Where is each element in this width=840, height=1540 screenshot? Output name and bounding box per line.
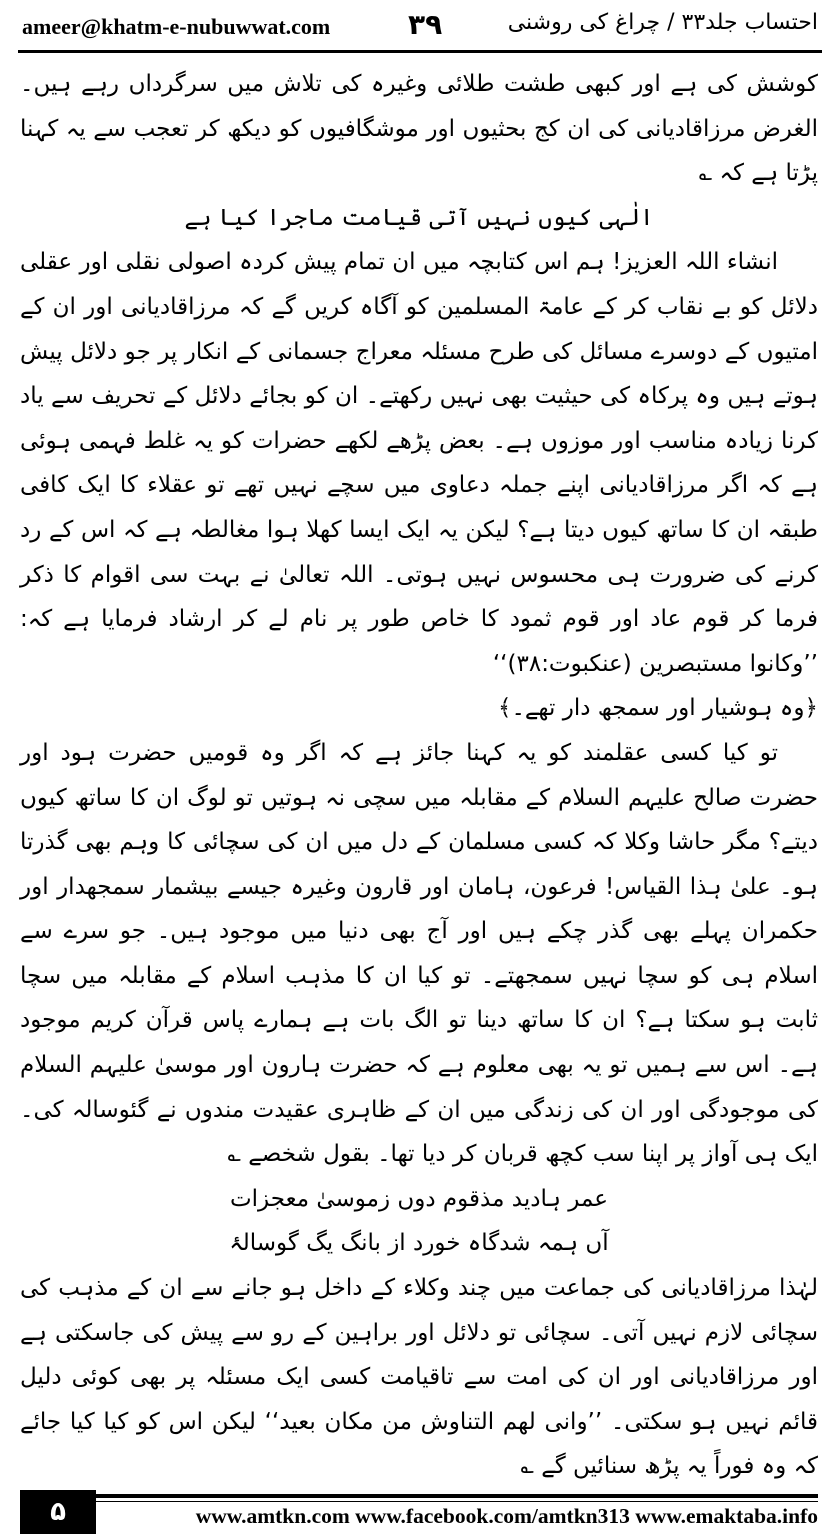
header-email: ameer@khatm-e-nubuwwat.com <box>22 14 331 39</box>
persian-couplet-line-1: عمر ہادید مذقوم دوں زموسیٰ معجزات <box>230 1185 608 1212</box>
footer-thin-rule <box>96 1501 818 1502</box>
section-number: ۵ <box>20 1490 96 1534</box>
page-footer <box>20 1490 818 1534</box>
footer-urls: www.amtkn.com www.facebook.com/amtkn313 www.emaktaba.info <box>195 1504 818 1528</box>
page-number: ۳۹ <box>408 8 443 41</box>
header-divider <box>18 50 822 53</box>
paragraph-argument: تو کیا کسی عقلمند کو یہ کہنا جائز ہے کہ اگر وہ قومیں حضرت ہود اور حضرت صالح علیہم السلام کے مقابلہ میں سچی نہ ہوتیں تو لوگ ان کا ساتھ کیوں دیتے؟ مگر حاشا وکلا کہ کسی مسلمان کے دل میں ان کی سچائی کا وہم بھی گذرتا ہو۔ علیٰ ہذا القیاس! فرعون، ہامان اور قارون وغیرہ جیسے بیشمار سمجھدار اور حکمران پہلے بھی گذر چکے ہیں اور آج بھی دنیا میں موجود ہیں۔ جو سرے سے اسلام ہی کو سچا نہیں سمجھتے۔ تو کیا ان کا مذہب اسلام کے مقابلہ میں سچا ثابت ہو سکتا ہے؟ ان کا ساتھ دینا تو الگ بات ہے ہمارے پاس قرآن کریم موجود ہے۔ اس سے ہمیں تو یہ بھی معلوم ہے کہ حضرت ہارون اور موسیٰ علیہم السلام کی موجودگی اور ان کی زندگی میں ان کے ظاہری عقیدت مندوں نے گئوسالہ کی۔ ایک ہی آواز پر اپنا سب کچھ قربان کر دیا تھا۔ بقول شخصے ؎ <box>20 739 818 1168</box>
book-title: احتساب جلد۳۳ / چراغ کی روشنی <box>507 10 818 35</box>
quran-translation: ﴿وہ ہوشیار اور سمجھ دار تھے۔﴾ <box>497 695 818 722</box>
page-body <box>20 62 818 1489</box>
footer-thick-rule <box>96 1494 818 1498</box>
page-header <box>18 8 822 46</box>
verse-line-1: الٰہی کیوں نہیں آتی قیامت ماجرا کیا ہے <box>184 204 654 231</box>
paragraph-intro: کوشش کی ہے اور کبھی طشت طلائی وغیرہ کی تلاش میں سرگرداں رہے ہیں۔ الغرض مرزاقادیانی کی ان کج بحثیوں اور موشگافیوں کو دیکھ کر تعجب سے یہ کہنا پڑتا ہے کہ ؎ <box>20 71 818 187</box>
persian-couplet-line-2: آں ہمہ شدگاہ خورد از بانگ یگ گوسالۂ <box>229 1230 609 1257</box>
paragraph-main: انشاء اللہ العزیز! ہم اس کتابچہ میں ان تمام پیش کردہ اصولی نقلی اور عقلی دلائل کو بے نقاب کر کے عامۃ المسلمین کو آگاہ کریں گے کہ مرزاقادیانی اور ان کے امتیوں کے دوسرے مسائل کی طرح مسئلہ معراج جسمانی کے انکار پر جو دلائل پیش ہوتے ہیں وہ پرکاہ کی حیثیت بھی نہیں رکھتے۔ ان کو بجائے دلائل کے تحریف سے یاد کرنا زیادہ مناسب اور موزوں ہے۔ بعض پڑھے لکھے حضرات کو یہ غلط فہمی ہوئی ہے کہ اگر مرزاقادیانی اپنے جملہ دعاوی میں سچے نہیں تھے تو عقلاء کا ایک کافی طبقہ ان کا ساتھ کیوں دیتا ہے؟ لیکن یہ ایک ایسا کھلا ہوا مغالطہ ہے کہ اس کے رد کرنے کی ضرورت ہی محسوس نہیں ہوتی۔ اللہ تعالیٰ نے بہت سی اقوام کا ذکر فرما کر قوم عاد اور قوم ثمود کا خاص طور پر نام لے کر ارشاد فرمایا ہے کہ: ’’وکانوا مستبصرین (عنکبوت:۳۸)‘‘ <box>20 249 818 677</box>
paragraph-conclusion: لہٰذا مرزاقادیانی کی جماعت میں چند وکلاء کے داخل ہو جانے سے ان کے مذہب کی سچائی لازم نہیں آتی۔ سچائی تو دلائل اور براہین کے رو سے پیش کی جاسکتی ہے اور مرزاقادیانی اور ان کی امت سے تاقیامت کسی ایک مسئلہ پر بھی کوئی دلیل قائم نہیں ہو سکتی۔ ’’وانی لھم التناوش من مکان بعید‘‘ لیکن اس کو کیا کیا جائے کہ وہ فوراً یہ پڑھ سنائیں گے ؎ <box>20 1275 818 1480</box>
